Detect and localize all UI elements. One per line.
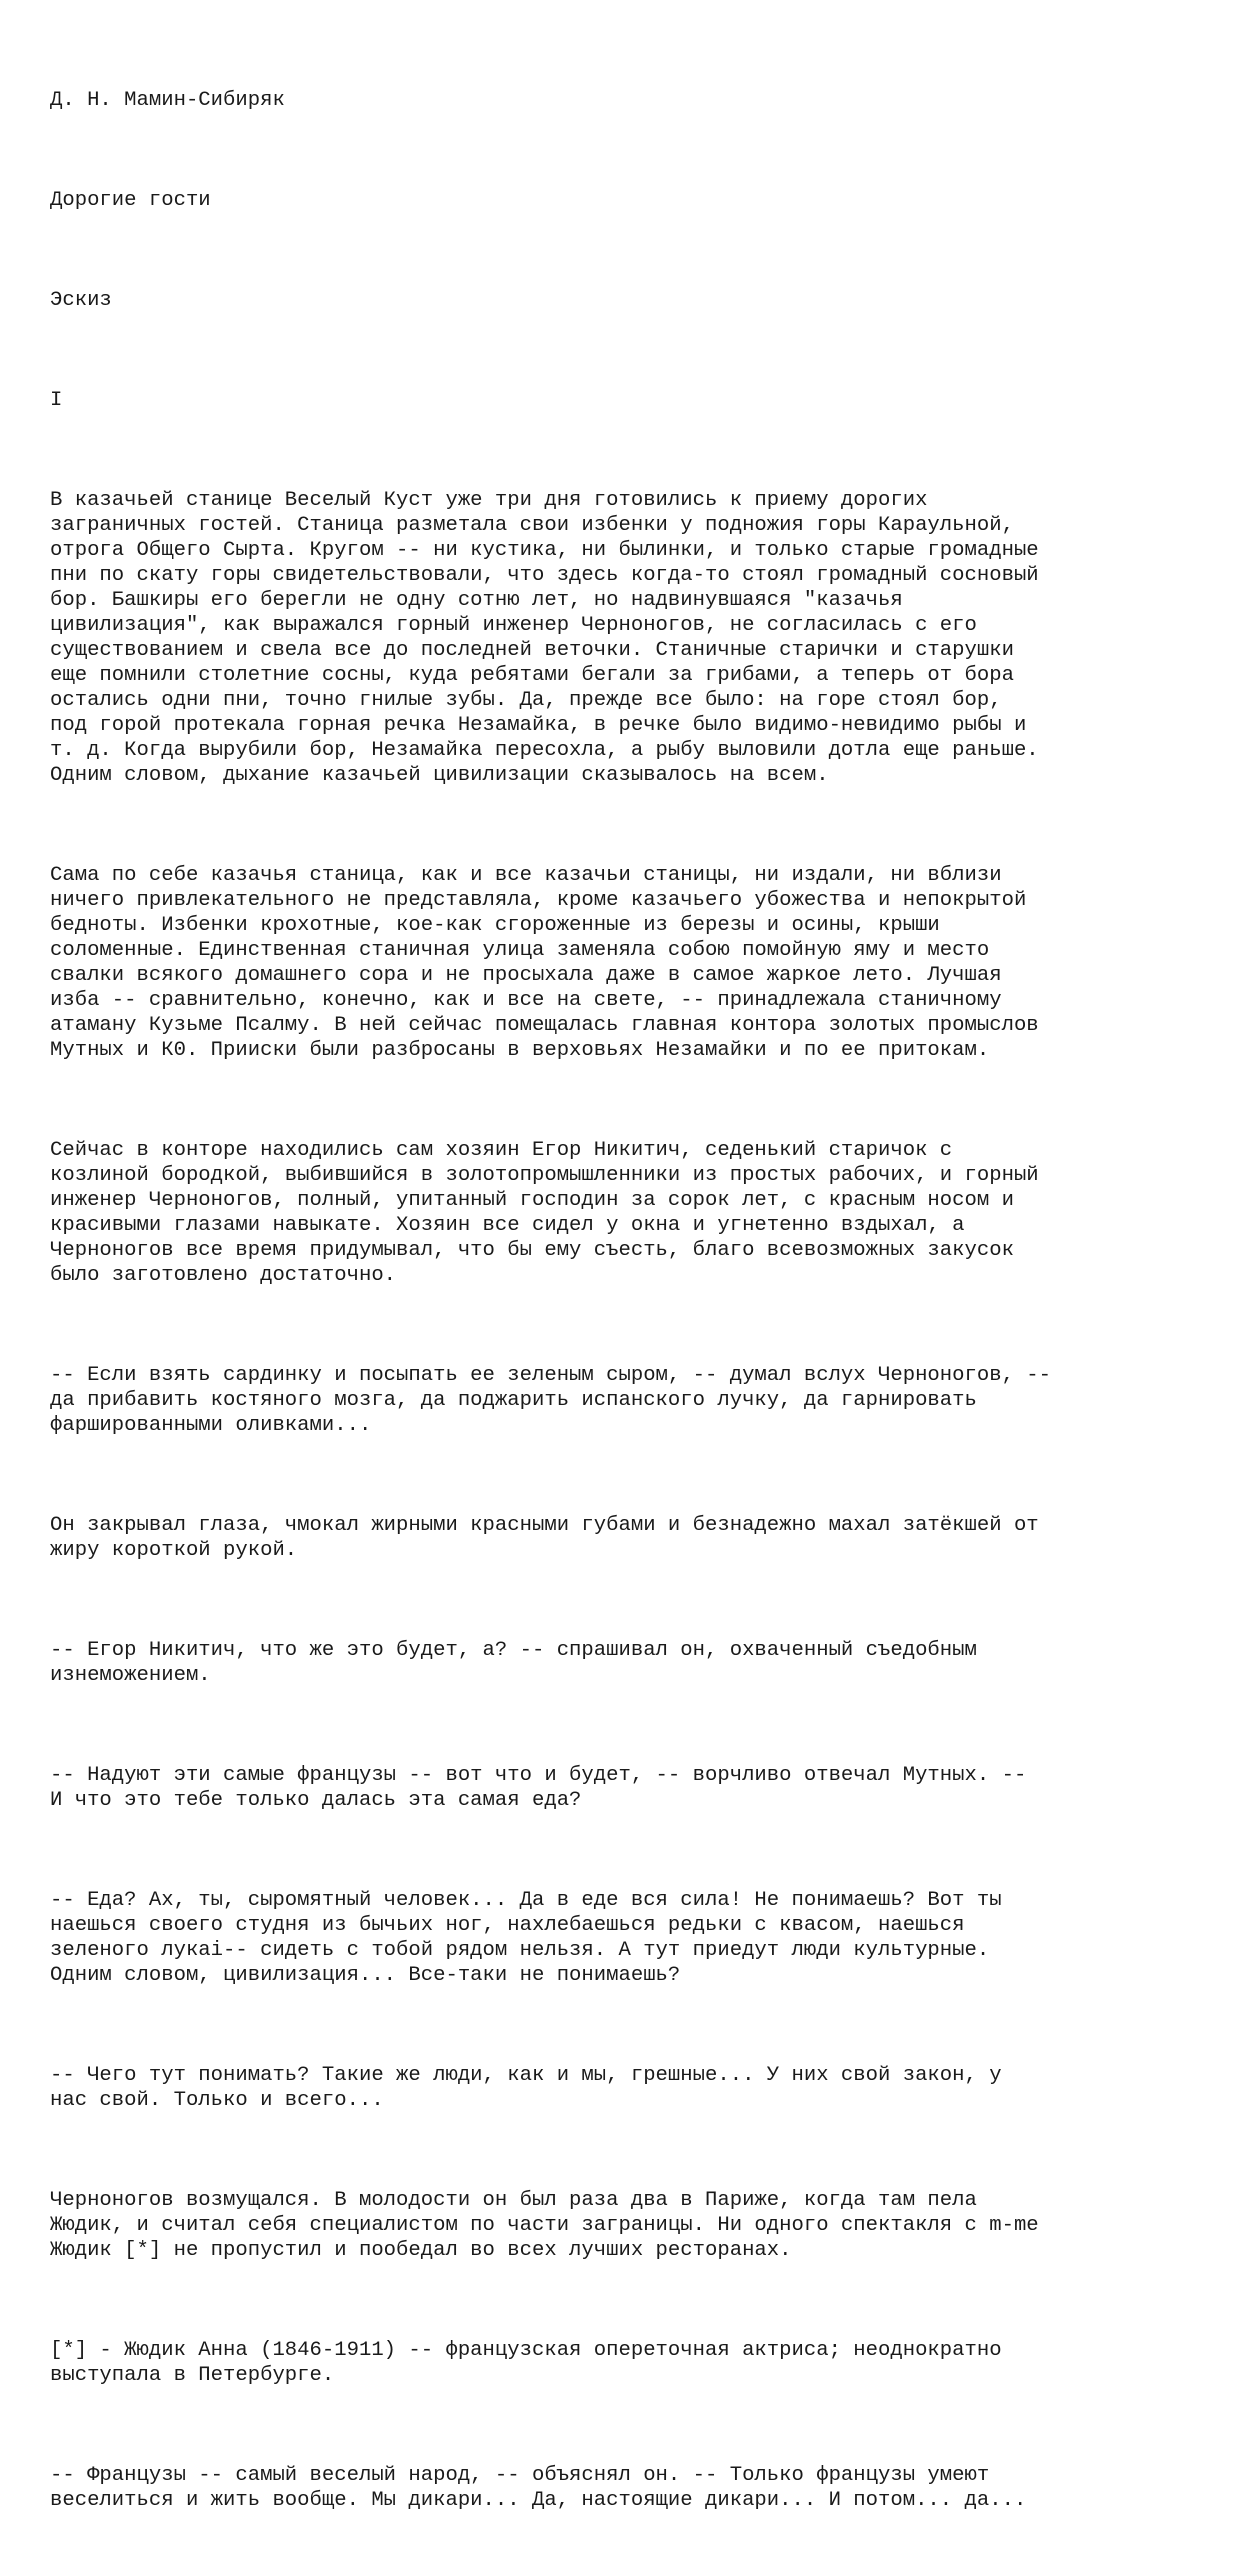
story-subtitle: Эскиз [50,289,112,312]
paragraph: В казачьей станице Веселый Куст уже три дня готовились к приему дорогих заграничных гостей. Станица разметала свои избенки у подножия горы Караульной, отрога Общего Сырта. Кругом -- ни кустика, ни былинки, и только старые громадные пни по скату горы свидетельствовали, что здесь когда-то стоял громадный сосновый бор. Башкиры его берегли не одну сотню лет, но надвинувшаяся "казачья цивилизация", как выражался горный инженер Черноногов, не согласилась с его существованием и свела все до последней веточки. Станичные старички и старушки еще помнили столетние сосны, куда ребятами бегали за грибами, а теперь от бора остались одни пни, точно гнилые зубы. Да, прежде все было: на горе стоял бор, под горой протекала горная речка Незамайка, в речке было видимо-невидимо рыбы и т. д. Когда вырубили бор, Незамайка пересохла, а рыбу выловили дотла еще раньше. Одним словом, дыхание казачьей цивилизации сказывалось на всем. [50,489,1039,787]
dialogue-paragraph: -- Надуют эти самые французы -- вот что и будет, -- ворчливо отвечал Мутных. -- И что это тебе только далась эта самая еда? [50,1764,1027,1812]
dialogue-paragraph: -- Егор Никитич, что же это будет, а? -- спрашивал он, охваченный съедобным изнеможением. [50,1639,977,1687]
paragraph: Сейчас в конторе находились сам хозяин Егор Никитич, седенький старичок с козлиной бородкой, выбившийся в золотопромышленники из простых рабочих, и горный инженер Черноногов, полный, упитанный господин за сорок лет, с красным носом и красивыми глазами навыкате. Хозяин все сидел у окна и угнетенно вздыхал, а Черноногов все время придумывал, что бы ему съесть, благо всевозможных закусок было заготовлено достаточно. [50,1139,1039,1287]
dialogue-paragraph: -- Французы -- самый веселый народ, -- объяснял он. -- Только французы умеют веселиться и жить вообще. Мы дикари... Да, настоящие дикари... И потом... да... [50,2464,1027,2512]
paragraph: Он закрывал глаза, чмокал жирными красными губами и безнадежно махал затёкшей от жиру короткой рукой. [50,1514,1039,1562]
dialogue-paragraph: -- Если взять сардинку и посыпать ее зеленым сыром, -- думал вслух Черноногов, -- да прибавить костяного мозга, да поджарить испанского лучку, да гарнировать фаршированными оливками... [50,1364,1052,1437]
story-title: Дорогие гости [50,189,211,212]
chapter-number: I [50,389,63,412]
footnote: [*] - Жюдик Анна (1846-1911) -- французская опереточная актриса; неоднократно выступала в Петербурге. [50,2339,1002,2387]
dialogue-paragraph: -- Еда? Ах, ты, сыромятный человек... Да в еде вся сила! Не понимаешь? Вот ты наешься своего студня из бычьих ног, нахлебаешься редьки с квасом, наешься зеленого лукаi-- сидеть с тобой рядом нельзя. А тут приедут люди культурные. Одним словом, цивилизация... Все-таки не понимаешь? [50,1889,1002,1987]
paragraph: Черноногов возмущался. В молодости он был раза два в Париже, когда там пела Жюдик, и считал себя специалистом по части заграницы. Ни одного спектакля с m-me Жюдик [*] не пропустил и пообедал во всех лучших ресторанах. [50,2189,1039,2262]
dialogue-paragraph: -- Чего тут понимать? Такие же люди, как и мы, грешные... У них свой закон, у нас свой. Только и всего... [50,2064,1002,2112]
document-body [50,38,1200,2563]
paragraph: Сама по себе казачья станица, как и все казачьи станицы, ни издали, ни вблизи ничего привлекательного не представляла, кроме казачьего убожества и непокрытой бедноты. Избенки крохотные, кое-как сгороженные из березы и осины, крыши соломенные. Единственная станичная улица заменяла собою помойную яму и место свалки всякого домашнего сора и не просыхала даже в самое жаркое лето. Лучшая изба -- сравнительно, конечно, как и все на свете, -- принадлежала станичному атаману Кузьме Псалму. В ней сейчас помещалась главная контора золотых промыслов Мутных и К0. Прииски были разбросаны в верховьях Незамайки и по ее притокам. [50,864,1039,1062]
author-line: Д. Н. Мамин-Сибиряк [50,89,285,112]
